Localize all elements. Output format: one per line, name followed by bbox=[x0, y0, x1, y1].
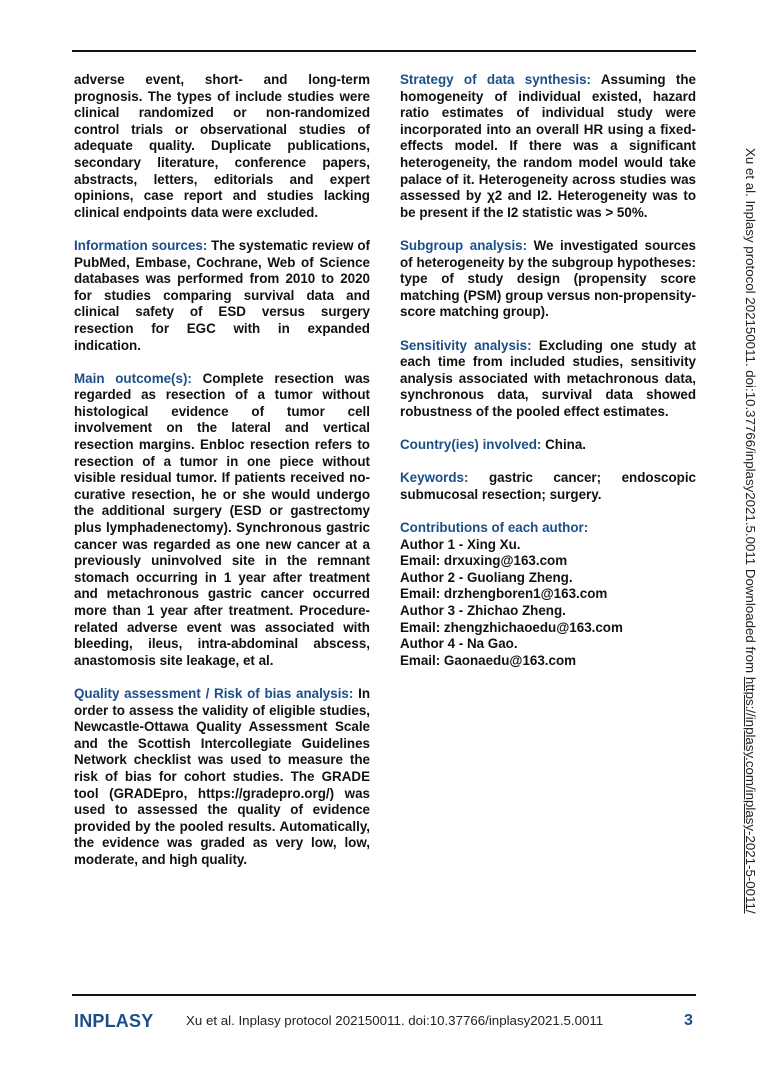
section-heading: Sensitivity analysis: bbox=[400, 337, 532, 353]
section-body: In order to assess the validity of eligible studies, Newcastle-Ottawa Quality Assessment Scale and the Scottish Intercollegiate Guidelines Network checklist was used to measure the risk of bias for cohort studies. The GRADE tool (GRADEpro, https://gradepro.org/) was used to assessed the quality of evidence provided by the pooled results. Automatically, the evidence was graded as very low, low, moderate, and high quality. bbox=[74, 685, 370, 867]
section-heading: Country(ies) involved: bbox=[400, 437, 542, 453]
section-information-sources bbox=[74, 238, 370, 354]
author-line: Author 3 - Zhichao Zheng. bbox=[400, 603, 566, 618]
email-line: Email: zhengzhichaoedu@163.com bbox=[400, 619, 623, 635]
page-number: 3 bbox=[684, 1012, 693, 1029]
section-main-outcomes bbox=[74, 371, 370, 670]
section-heading: Subgroup analysis: bbox=[400, 237, 528, 253]
section-countries bbox=[400, 437, 696, 454]
email-line: Email: drxuxing@163.com bbox=[400, 553, 568, 569]
section-body: China. bbox=[541, 437, 587, 453]
eligibility-continuation bbox=[74, 72, 370, 221]
side-note-link[interactable]: https://inplasy.com/inplasy-2021-5-0011/ bbox=[743, 676, 758, 914]
left-column bbox=[74, 72, 370, 885]
section-heading: Contributions of each author: bbox=[400, 520, 589, 536]
section-contributions bbox=[400, 520, 696, 669]
section-heading: Information sources: bbox=[74, 237, 208, 253]
email-line: Email: Gaonaedu@163.com bbox=[400, 652, 577, 668]
section-heading: Main outcome(s): bbox=[74, 370, 192, 386]
right-column bbox=[400, 72, 696, 686]
email-line: Email: drzhengboren1@163.com bbox=[400, 586, 608, 602]
section-keywords bbox=[400, 470, 696, 503]
section-body: Excluding one study at each time from included studies, sensitivity analysis associated with metachronous data, synchronous data, survival data showed robustness of the pooled effect estimates. bbox=[400, 337, 697, 419]
header-rule bbox=[72, 50, 696, 52]
section-data-synthesis bbox=[400, 72, 696, 221]
section-sensitivity-analysis bbox=[400, 338, 696, 421]
section-heading: Strategy of data synthesis: bbox=[400, 72, 591, 87]
author-line: Author 2 - Guoliang Zheng. bbox=[400, 569, 573, 585]
side-note-text: Xu et al. Inplasy protocol 202150011. doi:10.37766/inplasy2021.5.0011 Downloaded from bbox=[743, 148, 758, 677]
footer-rule bbox=[72, 994, 696, 996]
section-heading: Quality assessment / Risk of bias analysis: bbox=[74, 685, 354, 701]
section-heading: Keywords: bbox=[400, 470, 469, 486]
section-body: The systematic review of PubMed, Embase, Cochrane, Web of Science databases was performed from 2010 to 2020 for studies comparing survival data and clinical safety of ESD versus surgery resection for EGC with in expanded indication. bbox=[74, 237, 370, 353]
footer-brand-logo: INPLASY bbox=[74, 1011, 154, 1031]
section-body: We investigated sources of heterogeneity by the subgroup hypotheses: type of study design (propensity score matching (PSM) group versus non-propensity-score matching group). bbox=[400, 237, 697, 320]
section-quality-assessment bbox=[74, 686, 370, 869]
author-line: Author 4 - Na Gao. bbox=[400, 636, 518, 652]
footer-citation: Xu et al. Inplasy protocol 202150011. doi:10.37766/inplasy2021.5.0011 bbox=[186, 1013, 604, 1028]
eligibility-body: adverse event, short- and long-term prognosis. The types of include studies were clinical randomized or non-randomized control trials or observational studies of adequate quality. Duplicate publications, secondary literature, conference papers, abstracts, letters, editorials and expert opinions, case report and studies lacking clinical endpoints data were excluded. bbox=[74, 72, 370, 220]
author-line: Author 1 - Xing Xu. bbox=[400, 536, 521, 552]
section-body: Assuming the homogeneity of individual existed, hazard ratio estimates of individual study were incorporated into an overall HR using a fixed-effects model. If there was a significant heterogeneity, the random model would take palace of it. Heterogeneity across studies was assessed by χ2 and I2. Heterogeneity was to be present if the I2 statistic was > 50%. bbox=[400, 72, 696, 220]
side-download-note bbox=[743, 148, 758, 948]
section-subgroup-analysis bbox=[400, 238, 696, 321]
section-body: gastric cancer; endoscopic submucosal resection; surgery. bbox=[400, 470, 696, 502]
section-body: Complete resection was regarded as resection of a tumor without histological evidence of tumor cell involvement on the lateral and vertical resection margins. Enbloc resection refers to resection of a tumor in one piece without visible residual tumor. If patients received no-curative resection, he or she would undergo the additional surgery (ESD or gastrectomy plus lymphadenectomy). Synchronous gastric cancer was regarded as one new cancer at a previously uninvolved site in the remnant stomach occurring in 1 year after treatment and metachronous gastric cancer occurred more than 1 year after treatment. Procedure-related adverse event was associated with bleeding, ileus, intra-abdominal abscess, anastomosis site leakage, et al. bbox=[74, 370, 370, 668]
